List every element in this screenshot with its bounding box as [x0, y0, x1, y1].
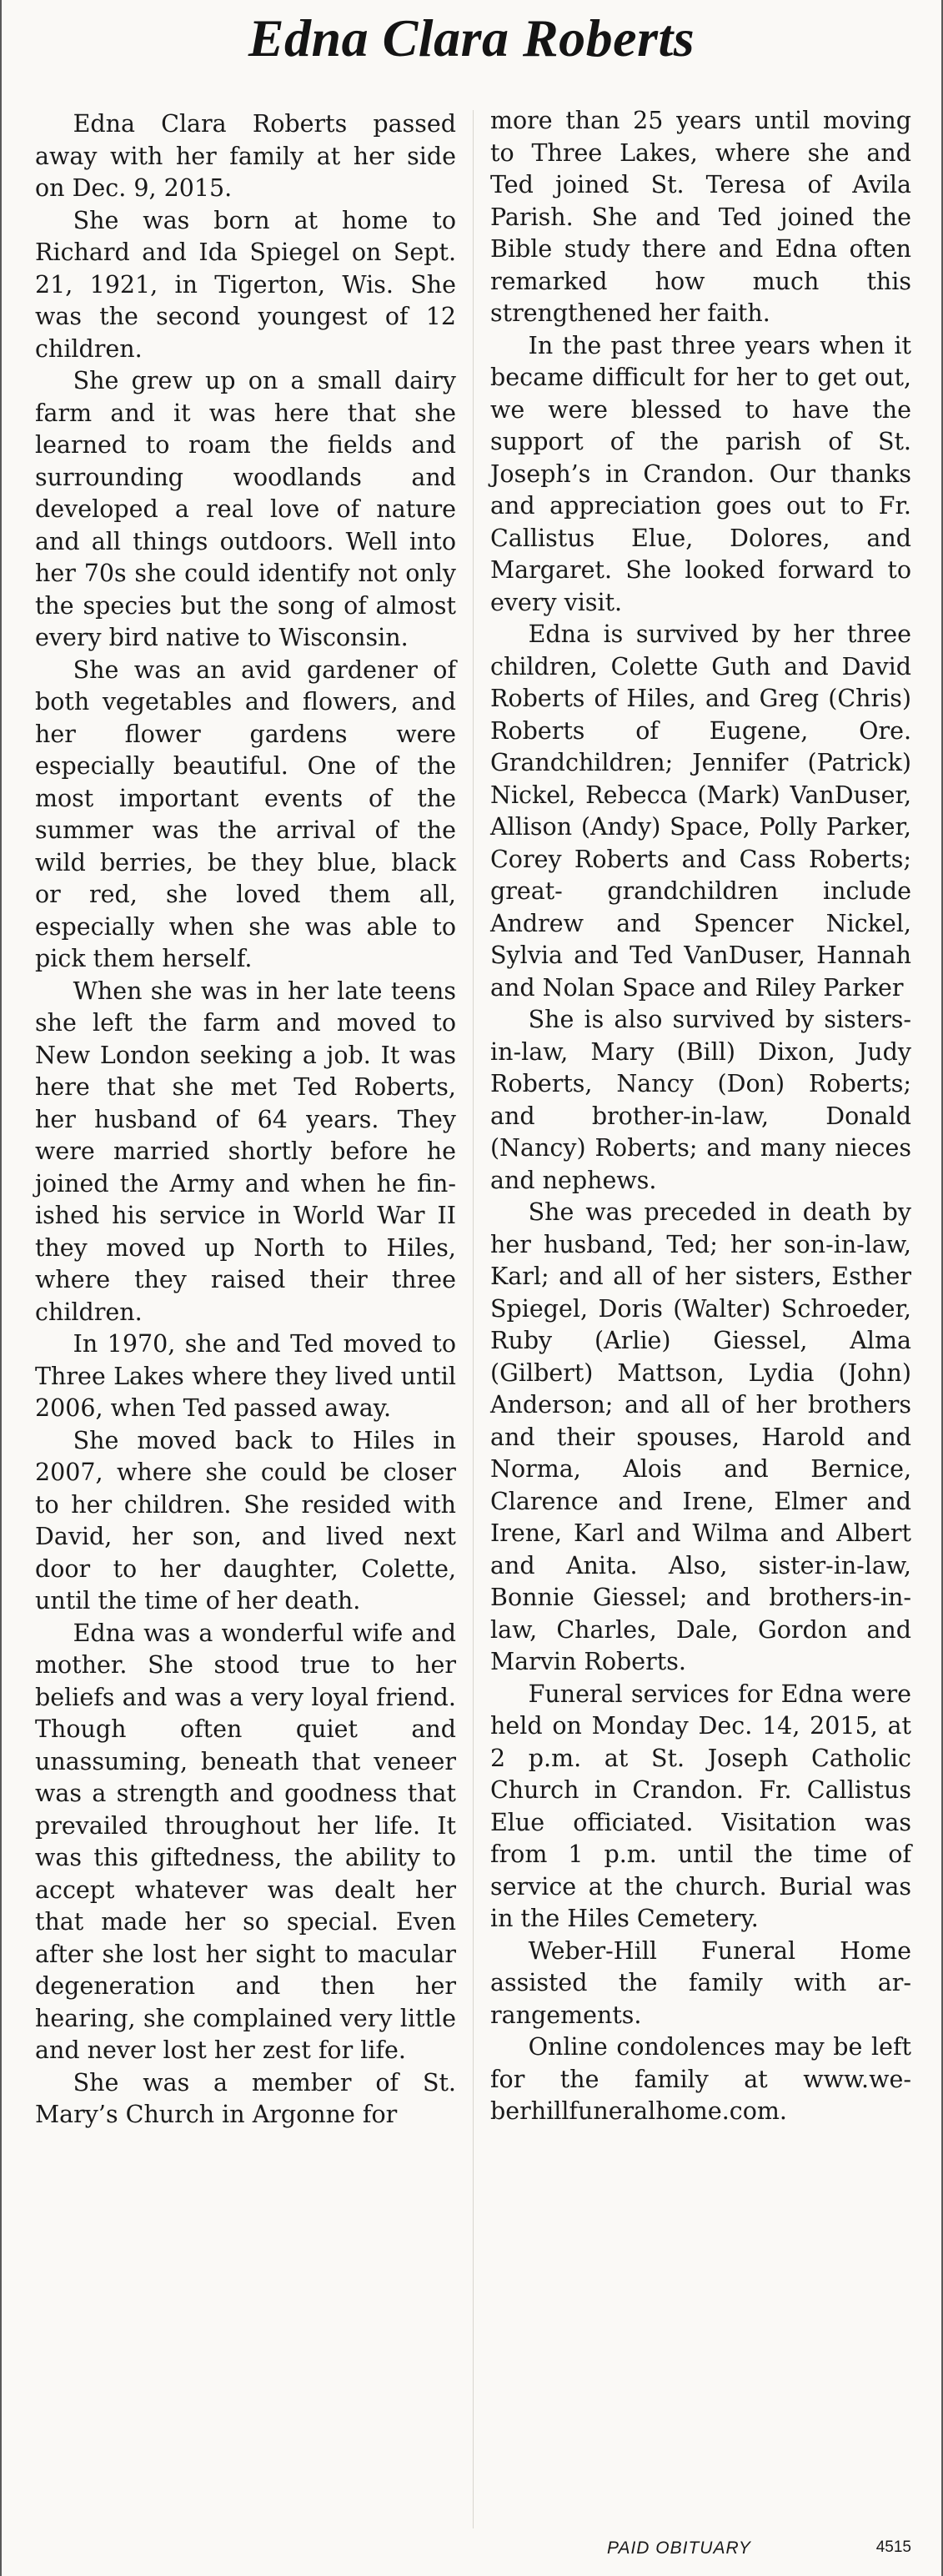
paragraph: She was an avid gardener of both vegetables and flowers, and her flower gardens were especially beautiful. One of the most important events of the summer was the arrival of the wild berries, be they blue, black or red, she loved them all, especially when she was able to pick them herself.	[35, 655, 456, 972]
paragraph: She was born at home to Richard and Ida Spiegel on Sept. 21, 1921, in Tigerton, Wis. She was the second youngest of 12 children.	[35, 206, 456, 363]
paragraph: In 1970, she and Ted moved to Three Lakes where they lived until 2006, when Ted passed away.	[35, 1330, 456, 1422]
left-column	[35, 108, 456, 2132]
paragraph: Edna was a wonderful wife and mother. She stood true to her beliefs and was a very loyal friend. Though often quiet and unassuming, beneath that veneer was a strength and goodness that prevailed throughout her life. It was this giftedness, the ability to accept whatever was dealt her that made her so special. Even after she lost her sight to macular degeneration and then her hearing, she complained very little and never lost her zest for life.	[35, 1619, 456, 2064]
paragraph: Funeral services for Edna were held on Monday Dec. 14, 2015, at 2 p.m. at St. Joseph Catholic Church in Crandon. Fr. Callistus Elue officiated. Visitation was from 1 p.m. until the time of service at the church. Burial was in the Hiles Cemetery.	[490, 1680, 911, 1932]
paragraph: She grew up on a small dairy farm and it was here that she learned to roam the fields and surrounding woodlands and developed a real love of nature and all things outdoors. Well into her 70s she could identify not only the species but the song of almost every bird native to Wisconsin.	[35, 367, 456, 651]
paragraph: When she was in her late teens she left the farm and moved to New London seeking a job. It was here that she met Ted Roberts, her husband of 64 years. They were married shortly before he joined the Army and when he finished his service in World War II they moved up North to Hiles, where they raised their three children.	[35, 977, 456, 1326]
paragraph: She is also survived by sisters-in-law, Mary (Bill) Dixon, Judy Roberts, Nancy (Don) Roberts; and brother-in-law, Donald (Nancy) Roberts; and many nieces and nephews.	[490, 1006, 911, 1194]
paragraph: She was preceded in death by her husband, Ted; her son-in-law, Karl; and all of her sisters, Esther Spiegel, Doris (Walter) Schroeder, Ruby (Arlie) Giessel, Alma (Gilbert) Mattson, Lydia (John) Anderson; and all of her brothers and their spouses, Harold and Norma, Alois and Bernice, Clarence and Irene, Elmer and Irene, Karl and Wilma and Albert and Anita. Also, sister-in-law, Bonnie Giessel; and brothers-in-law, Charles, Dale, Gordon and Marvin Roberts.	[490, 1198, 911, 1675]
paid-obituary-label: PAID OBITUARY	[607, 2538, 751, 2558]
paragraph: In the past three years when it became difficult for her to get out, we were blessed to have the support of the parish of St. Joseph’s in Crandon. Our thanks and appreciation goes out to Fr. Callistus Elue, Dolores, and Margaret. She looked forward to every visit.	[490, 331, 911, 616]
right-column	[490, 105, 911, 2128]
paragraph: Edna Clara Roberts passed away with her family at her side on Dec. 9, 2015.	[35, 110, 456, 202]
ad-number: 4515	[875, 2538, 911, 2556]
paragraph: Edna is survived by her three children, Colette Guth and David Roberts of Hiles, and Greg (Chris) Roberts of Eugene, Ore. Grandchildren; Jennifer (Patrick) Nickel, Rebecca (Mark) VanDuser, Allison (Andy) Space, Polly Parker, Corey Roberts and Cass Roberts; great- grandchildren include Andrew and Spencer Nickel, Sylvia and Ted VanDuser, Hannah and Nolan Space and Riley Parker	[490, 620, 911, 1002]
obituary-title: Edna Clara Roberts	[248, 8, 695, 68]
paragraph: Weber-Hill Funeral Home assisted the family with arrangements.	[490, 1936, 911, 2029]
paragraph: Online condolences may be left for the family at www.weberhillfuneralhome.com.	[490, 2033, 911, 2125]
paragraph: She moved back to Hiles in 2007, where she could be closer to her children. She resided with David, her son, and lived next door to her daughter, Colette, until the time of her death.	[35, 1426, 456, 1614]
column-divider	[473, 110, 474, 2528]
paragraph: She was a member of St. Mary’s Church in Argonne for	[35, 2068, 456, 2128]
obituary-footer	[490, 2535, 911, 2565]
paragraph: more than 25 years until moving to Three Lakes, where she and Ted joined St. Teresa of Avila Parish. She and Ted joined the Bible study there and Edna often remarked how much this strengthened her faith.	[490, 107, 911, 327]
